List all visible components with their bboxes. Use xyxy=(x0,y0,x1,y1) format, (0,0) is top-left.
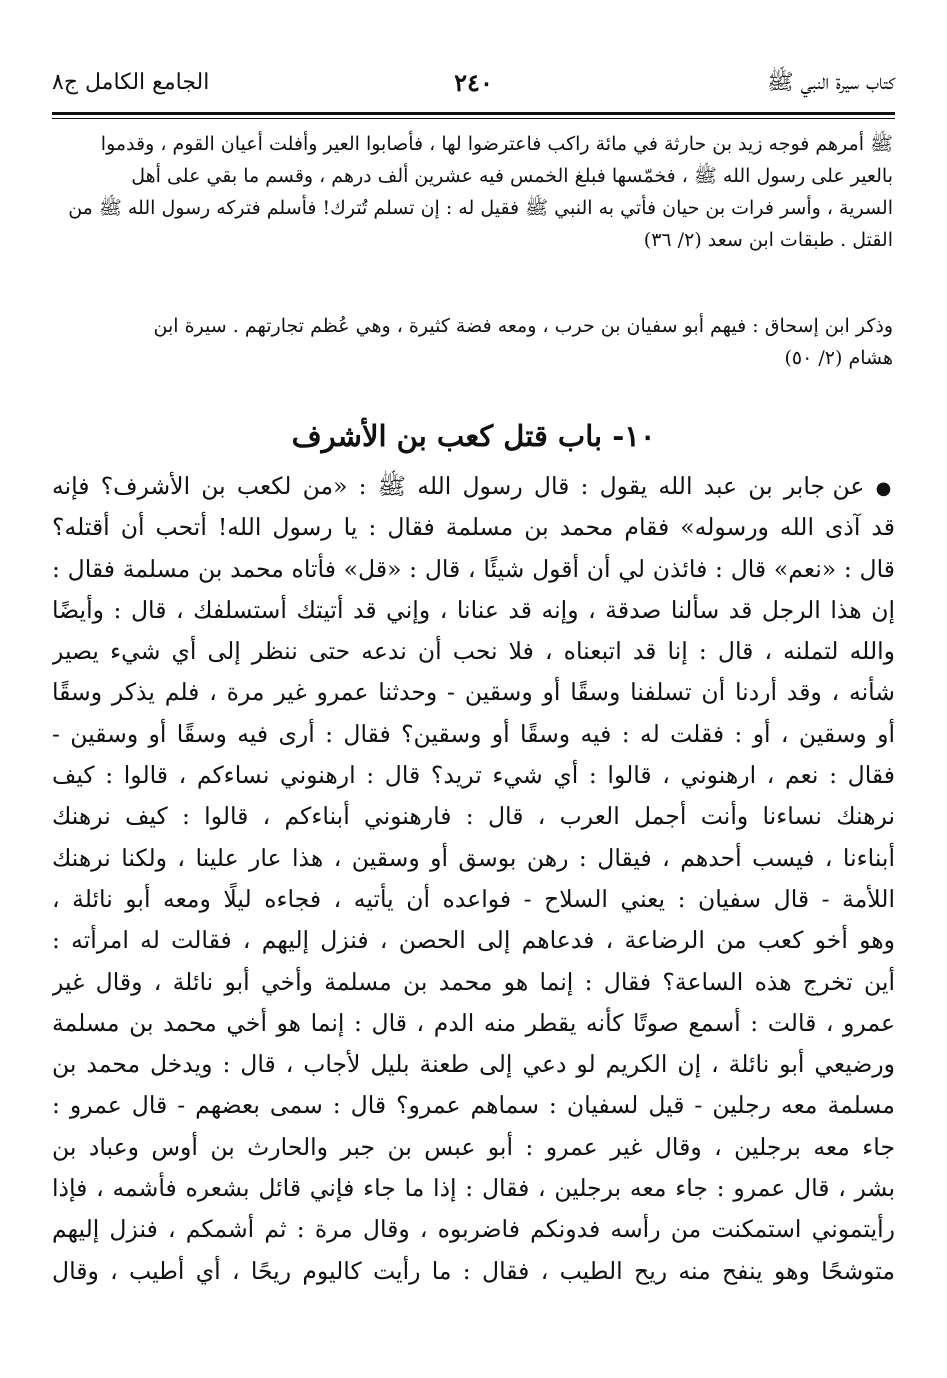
body-line: متوشحًا وهو ينفح منه ريح الطيب ، فقال : ما رأيت كاليوم ريحًا ، أي أطيب ، وقال xyxy=(52,1256,895,1285)
footnote-line: السرية ، وأسر فرات بن حيان فأتي به النبي ﷺ فقيل له : إن تسلم تُترك! فأسلم فتركه رسول الله ﷺ من xyxy=(68,197,893,219)
body-line: شأنه ، وقد أردنا أن تسلفنا وسقًا أو وسقين - وحدثنا عمرو غير مرة ، فلم يذكر وسقًا xyxy=(52,678,895,707)
body-line: فقال : نعم ، ارهنوني ، قالوا : أي شيء تريد؟ قال : ارهنوني نساءكم ، قالوا : كيف xyxy=(52,761,895,790)
header-rule-thick xyxy=(52,112,895,115)
footnote-line: القتل . طبقات ابن سعد (٢/ ٣٦) xyxy=(643,229,893,251)
body-line: رأيتموني استمكنت من رأسه فدونكم فاضربوه ، وقال مرة : ثم أشمكم ، فنزل إليهم xyxy=(52,1215,895,1244)
body-line: بشر ، قال عمرو : جاء معه برجلين ، فقال : إذا ما جاء فإني قائل بشعره فأشمه ، فإذا xyxy=(52,1174,895,1203)
footnote-line: بالعير على رسول الله ﷺ ، فخمّسها فبلغ الخمس فيه عشرين ألف درهم ، وقسم ما بقي على أهل xyxy=(131,165,893,187)
body-line: جاء معه برجلين ، وقال غير عمرو : أبو عبس بن جبر والحارث بن أوس وعباد بن xyxy=(52,1132,895,1161)
body-line: والله لتملنه ، قال : إنا قد اتبعناه ، فلا نحب أن ندعه حتى ننظر إلى أي شيء يصير xyxy=(52,637,895,666)
body-line: أبناءنا ، فيسب أحدهم ، فيقال : رهن بوسق أو وسقين ، هذا عار علينا ، ولكنا نرهنك xyxy=(52,843,895,872)
footnote-1 xyxy=(56,128,893,256)
bullet-icon: ● xyxy=(875,478,895,499)
body-line xyxy=(52,466,895,507)
footnote-line: وذكر ابن إسحاق : فيهم أبو سفيان بن حرب ، ومعه فضة كثيرة ، وهي عُظم تجارتهم . سيرة ابن xyxy=(153,315,893,337)
page-header xyxy=(52,62,895,106)
body-line: عمرو ، قالت : أسمع صوتًا كأنه يقطر منه الدم ، قال : إنما هو أخي محمد بن مسلمة xyxy=(52,1008,895,1037)
footnote-line: هشام (٢/ ٥٠) xyxy=(784,347,893,369)
body-line: أو وسقين ، أو : فقلت له : فيه وسقًا أو وسقين؟ فقال : أرى فيه وسقًا أو وسقين - xyxy=(52,719,895,748)
page-number: ٢٤٠ xyxy=(454,68,493,97)
footnote-2 xyxy=(56,310,893,374)
body-line: ورضيعي أبو نائلة ، إن الكريم لو دعي إلى طعنة بليل لأجاب ، قال : ويدخل محمد بن xyxy=(52,1050,895,1079)
book-title: كتاب سيرة النبي ﷺ xyxy=(767,70,895,95)
body-line-text: عن جابر بن عبد الله يقول : قال رسول الله ﷺ : «من لكعب بن الأشرف؟ فإنه xyxy=(52,472,865,500)
body-text xyxy=(52,466,895,1292)
body-line: إن هذا الرجل قد سألنا صدقة ، وإنه قد عنانا ، وإني قد أتيتك أستسلفك ، قال : وأيضًا xyxy=(52,595,895,624)
footnote-line: ﷺ أمرهم فوجه زيد بن حارثة في مائة راكب فاعترضوا لها ، فأصابوا العير وأفلت أعيان القوم ، وقدموا xyxy=(100,133,893,155)
body-line: اللأمة - قال سفيان : يعني السلاح - فواعده أن يأتيه ، فجاءه ليلًا ومعه أبو نائلة ، xyxy=(52,884,895,913)
body-line: نرهنك نساءنا وأنت أجمل العرب ، قال : فارهنوني أبناءكم ، قالوا : كيف نرهنك xyxy=(52,802,895,831)
body-line: وهو أخو كعب من الرضاعة ، فدعاهم إلى الحصن ، فنزل إليهم ، فقالت له امرأته : xyxy=(52,926,895,955)
chapter-title: ١٠- باب قتل كعب بن الأشرف xyxy=(291,419,656,453)
body-line: قد آذى الله ورسوله» فقام محمد بن مسلمة فقال : يا رسول الله! أتحب أن أقتله؟ xyxy=(52,513,895,542)
volume-title: الجامع الكامل ج٨ xyxy=(52,70,210,95)
header-rule-thin xyxy=(52,118,895,119)
body-line: أين تخرج هذه الساعة؟ فقال : إنما هو محمد بن مسلمة وأخي أبو نائلة ، وقال غير xyxy=(52,967,895,996)
body-line: مسلمة معه رجلين - قيل لسفيان : سماهم عمرو؟ قال : سمى بعضهم - قال عمرو : xyxy=(52,1091,895,1120)
body-line: قال : «نعم» قال : فائذن لي أن أقول شيئًا ، قال : «قل» فأتاه محمد بن مسلمة فقال : xyxy=(52,554,895,583)
